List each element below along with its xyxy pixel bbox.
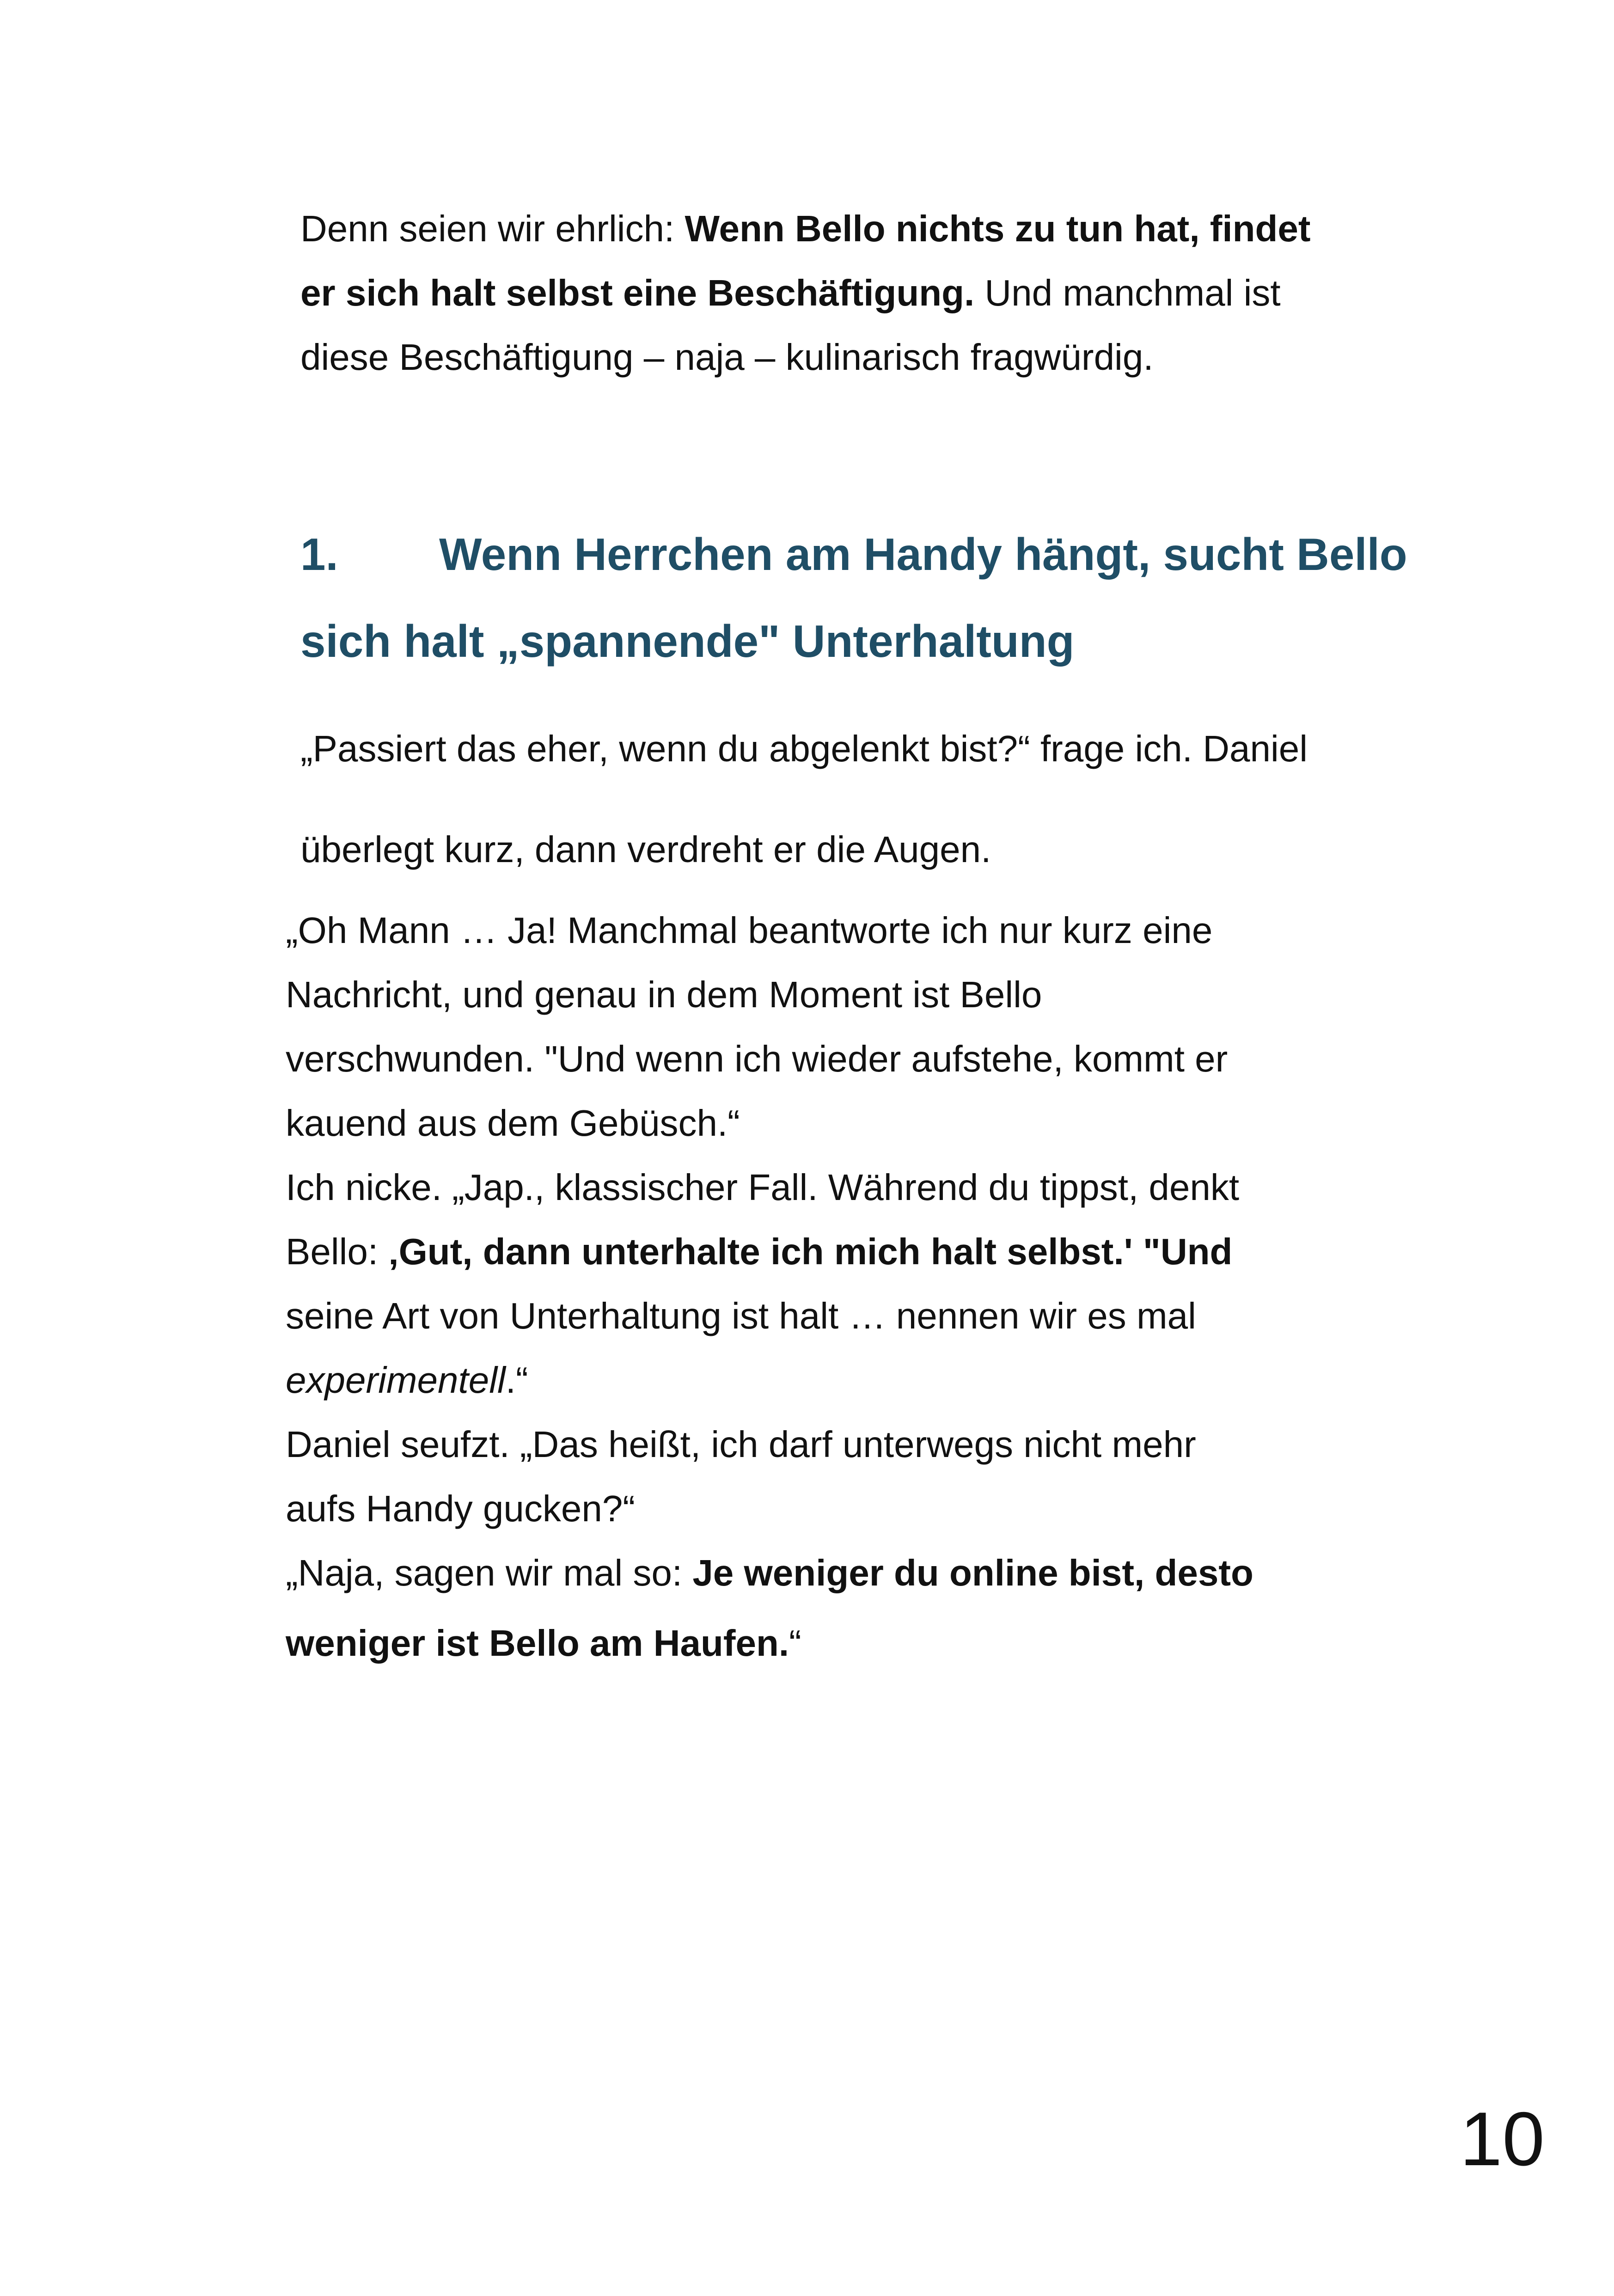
dialogue-line-3: verschwunden. "Und wenn ich wieder aufstehe, kommt er	[286, 1038, 1228, 1079]
dialogue-line-12-bold: weniger ist Bello am Haufen.	[286, 1623, 789, 1664]
dialogue-line-8-italic: experimentell	[286, 1359, 506, 1401]
intro-line-1	[300, 210, 1311, 247]
section-title-line-1: Wenn Herrchen am Handy hängt, sucht Bello	[439, 529, 1407, 580]
section-title-line-2: sich halt „spannende" Unterhaltung	[300, 616, 1075, 667]
dialogue-line-8	[286, 1359, 528, 1401]
page-number: 10	[1460, 2096, 1545, 2181]
intro-line-2	[300, 272, 1281, 313]
paragraph-1-line-2: überlegt kurz, dann verdreht er die Augen.	[300, 829, 991, 870]
intro-line-1-normal: Denn seien wir ehrlich:	[300, 208, 685, 249]
dialogue-line-6	[286, 1233, 1232, 1270]
dialogue-line-9: Daniel seufzt. „Das heißt, ich darf unterwegs nicht mehr	[286, 1424, 1196, 1465]
dialogue-line-4: kauend aus dem Gebüsch.“	[286, 1102, 740, 1144]
dialogue-line-11-normal: „Naja, sagen wir mal so:	[286, 1552, 693, 1593]
dialogue-line-11-bold: Je weniger du online bist, desto	[692, 1552, 1253, 1593]
paragraph-1-line-1: „Passiert das eher, wenn du abgelenkt bist?“ frage ich. Daniel	[300, 728, 1308, 769]
dialogue-line-5: Ich nicke. „Jap., klassischer Fall. Während du tippst, denkt	[286, 1167, 1240, 1208]
intro-line-3: diese Beschäftigung – naja – kulinarisch fragwürdig.	[300, 337, 1154, 378]
dialogue-line-12-normal: “	[789, 1623, 801, 1664]
dialogue-line-6-normal: Bello:	[286, 1231, 389, 1272]
dialogue-line-2: Nachricht, und genau in dem Moment ist Bello	[286, 974, 1042, 1015]
dialogue-line-1: „Oh Mann … Ja! Manchmal beantworte ich nur kurz eine	[286, 910, 1213, 951]
dialogue-line-8-normal: .“	[505, 1359, 528, 1401]
dialogue-line-6-bold: ‚Gut, dann unterhalte ich mich halt selbst.' "Und	[388, 1231, 1233, 1272]
dialogue-line-10: aufs Handy gucken?“	[286, 1488, 636, 1529]
intro-line-2-bold: er sich halt selbst eine Beschäftigung.	[300, 272, 975, 313]
intro-line-2-normal: Und manchmal ist	[974, 272, 1281, 313]
dialogue-line-11	[286, 1552, 1253, 1593]
intro-line-1-bold: Wenn Bello nichts zu tun hat, findet	[685, 208, 1311, 249]
section-number: 1.	[300, 529, 338, 580]
dialogue-line-12	[286, 1625, 801, 1662]
dialogue-line-7: seine Art von Unterhaltung ist halt … nennen wir es mal	[286, 1295, 1196, 1336]
